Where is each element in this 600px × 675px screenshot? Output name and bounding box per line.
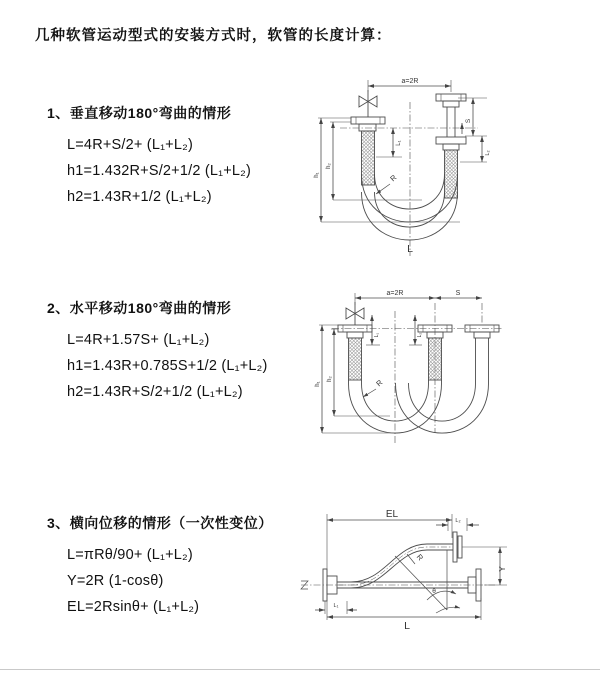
- hose-u-bends: [349, 377, 489, 433]
- dim-label-r: R: [374, 377, 385, 389]
- section-vertical-movement: [47, 103, 251, 210]
- page-title: 几种软管运动型式的安装方式时，软管的长度计算：: [35, 28, 392, 44]
- formula-el: EL=2Rsinθ+ (L₁+L₂): [67, 599, 200, 615]
- dim-label-l: L: [404, 620, 410, 632]
- formula-h2: h2=1.43R+S/2+1/2 (L₁+L₂): [67, 384, 243, 400]
- section-3-heading: 3、横向位移的情形（一次性变位）: [47, 515, 273, 531]
- dim-label-l2: L₂: [417, 332, 423, 338]
- left-hose-braid: [349, 338, 362, 380]
- formula-h1: h1=1.43R+0.785S+1/2 (L₁+L₂): [67, 358, 268, 374]
- diagram-vertical-180-bend: [310, 70, 590, 260]
- hose-u-bend: [362, 174, 458, 240]
- dim-label-h1: h₁: [314, 172, 320, 178]
- section-lateral-displacement: [47, 513, 273, 620]
- section-horizontal-movement: [47, 298, 268, 405]
- middle-hose-braid: [429, 338, 442, 380]
- dim-label-h1: h₁: [315, 381, 321, 387]
- dim-label-s: S: [455, 290, 461, 297]
- section-1-heading: 1、垂直移动180°弯曲的情形: [47, 105, 232, 121]
- dim-label-h2: h₂: [326, 163, 332, 169]
- dim-label-l1: L₁: [396, 140, 402, 146]
- dim-label-l2: L₂: [485, 150, 491, 156]
- angle-construction: [395, 550, 460, 613]
- dim-label-a2r: a=2R: [401, 78, 419, 85]
- dim-label-l2: L₂: [455, 518, 461, 524]
- valve-icon: [346, 302, 364, 325]
- formula-y: Y=2R (1-cosθ): [67, 573, 164, 589]
- moved-leg: [476, 338, 489, 383]
- formula-length: L=4R+1.57S+ (L₁+L₂): [67, 332, 210, 348]
- formula-length: L=πRθ/90+ (L₁+L₂): [67, 547, 193, 563]
- section-2-heading: 2、水平移动180°弯曲的情形: [47, 300, 232, 316]
- dim-label-l: L: [407, 243, 413, 255]
- left-hose-braid: [362, 131, 375, 185]
- dim-label-h2: h₂: [327, 376, 333, 382]
- dim-label-a2r: a=2R: [386, 290, 404, 297]
- radius-tick: [407, 554, 415, 564]
- valve-icon: [359, 90, 377, 117]
- dim-s-l2: [458, 98, 487, 162]
- dim-el: [327, 514, 452, 620]
- dim-label-el: EL: [385, 509, 399, 520]
- diagram-lateral-displacement: [295, 498, 595, 673]
- radius-leader: [376, 184, 390, 194]
- page-bottom-rule: [0, 669, 600, 670]
- dim-label-r: R: [414, 552, 426, 563]
- formula-h1: h1=1.432R+S/2+1/2 (L₁+L₂): [67, 163, 252, 179]
- angle-label-theta: θ: [432, 588, 436, 595]
- dim-label-s: S: [465, 118, 472, 124]
- dim-l: [327, 598, 481, 620]
- diagram-horizontal-180-bend: [310, 283, 590, 478]
- left-flange: [351, 117, 385, 131]
- radius-leader: [363, 389, 376, 397]
- hose-displaced: [337, 532, 462, 588]
- formula-h2: h2=1.43R+1/2 (L₁+L₂): [67, 189, 212, 205]
- right-flanges: [436, 94, 466, 150]
- dim-h1-h2: [318, 118, 460, 222]
- right-hose-braid: [445, 150, 458, 198]
- dim-l1-l2: [366, 315, 422, 345]
- dim-label-y: Y: [498, 566, 507, 572]
- dim-y: [462, 547, 507, 585]
- dim-label-l1: L₁: [374, 332, 380, 338]
- dim-label-r: R: [388, 172, 399, 184]
- dim-a2r-s: [355, 293, 482, 305]
- formula-length: L=4R+S/2+ (L₁+L₂): [67, 137, 193, 153]
- dim-label-l1: L₁: [333, 603, 339, 609]
- hose-straight: [337, 569, 481, 601]
